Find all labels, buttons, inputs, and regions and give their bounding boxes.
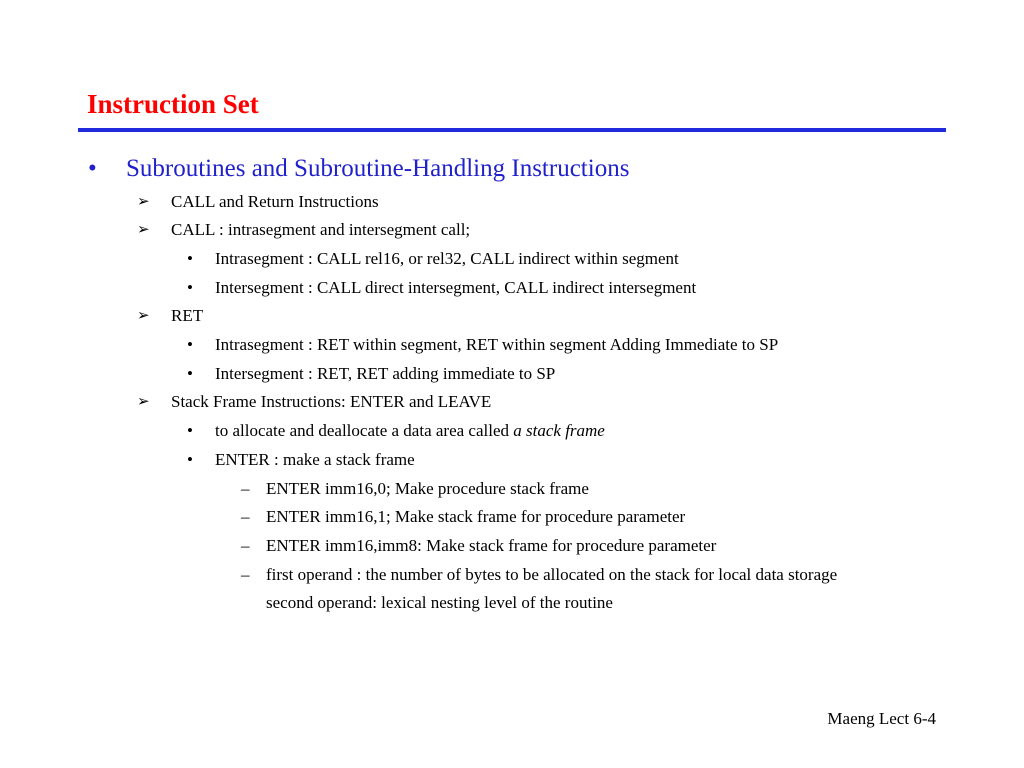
bullet-text: ENTER imm16,0; Make procedure stack frame [266, 479, 589, 498]
bullet-text-italic: a stack frame [513, 421, 605, 440]
dash-marker: – [241, 536, 250, 555]
bullet-text: first operand : the number of bytes to be allocated on the stack for local data storage [266, 565, 838, 584]
bullet-text: CALL and Return Instructions [171, 192, 379, 211]
arrow-bullet-icon: ➢ [137, 308, 150, 324]
bullet-text: Intersegment : RET, RET adding immediate to SP [215, 364, 556, 383]
bullet-marker: • [187, 249, 193, 268]
slide-footer: Maeng Lect 6-4 [827, 709, 936, 728]
bullet-marker: • [187, 450, 193, 469]
bullet-text: ENTER imm16,1; Make stack frame for procedure parameter [266, 507, 686, 526]
bullet-marker: • [187, 364, 193, 383]
bullet-text [215, 417, 605, 445]
bullet-text: CALL : intrasegment and intersegment call; [171, 220, 471, 239]
bullet-marker: • [88, 155, 97, 182]
bullet-marker: • [187, 335, 193, 354]
arrow-bullet-icon: ➢ [137, 222, 150, 238]
dash-marker: – [241, 479, 250, 498]
bullet-text: ENTER : make a stack frame [215, 450, 415, 469]
arrow-bullet-icon: ➢ [137, 394, 150, 410]
bullet-text-prefix: to allocate and deallocate a data area called [215, 421, 514, 440]
dash-marker: – [241, 565, 250, 584]
bullet-text: Intrasegment : RET within segment, RET within segment Adding Immediate to SP [215, 335, 779, 354]
bullet-marker: • [187, 421, 193, 440]
bullet-text: Intersegment : CALL direct intersegment, CALL indirect intersegment [215, 278, 697, 297]
slide-title: Instruction Set [87, 89, 259, 119]
dash-marker: – [241, 507, 250, 526]
bullet-marker: • [187, 278, 193, 297]
bullet-text-continuation: second operand: lexical nesting level of the routine [266, 593, 613, 612]
bullet-text: ENTER imm16,imm8: Make stack frame for procedure parameter [266, 536, 717, 555]
bullet-text: Intrasegment : CALL rel16, or rel32, CALL indirect within segment [215, 249, 679, 268]
bullet-text: RET [171, 306, 204, 325]
arrow-bullet-icon: ➢ [137, 194, 150, 210]
bullet-text: Stack Frame Instructions: ENTER and LEAVE [171, 392, 492, 411]
bullet-text: Subroutines and Subroutine-Handling Instructions [126, 155, 630, 182]
